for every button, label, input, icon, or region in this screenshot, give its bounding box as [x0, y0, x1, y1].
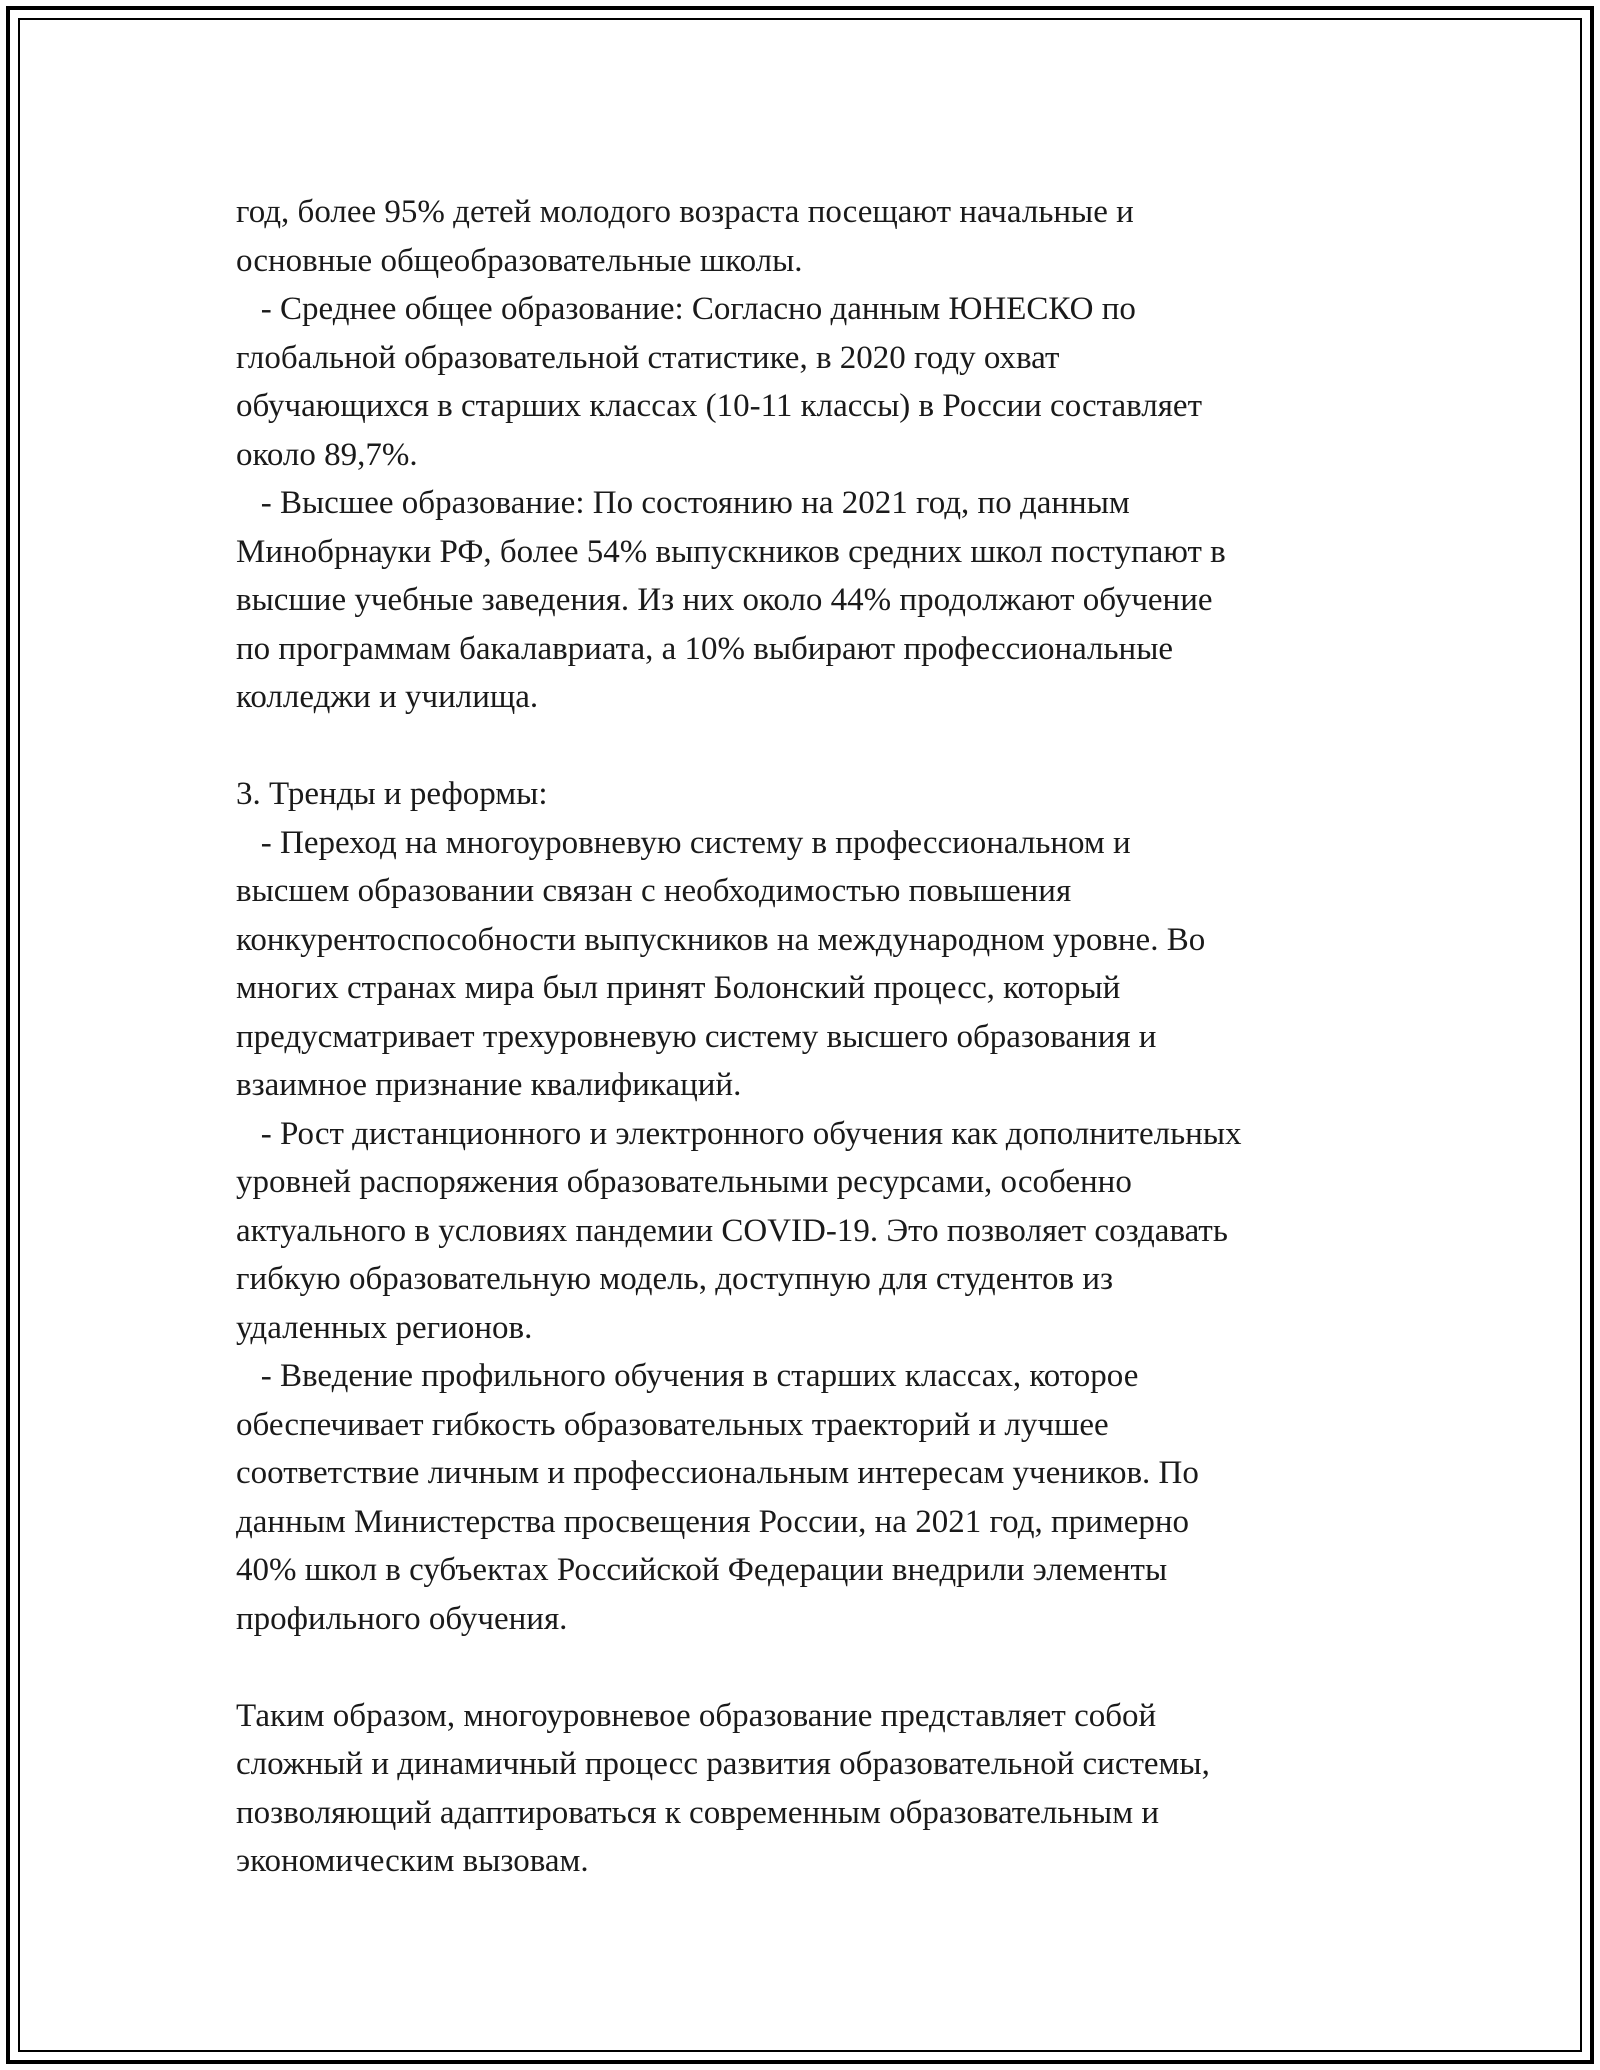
- text-line: конкурентоспособности выпускников на международном уровне. Во: [236, 921, 1206, 958]
- text-line: по программам бакалавриата, а 10% выбирают профессиональные: [236, 630, 1174, 667]
- text-line: - Введение профильного обучения в старших классах, которое: [236, 1358, 1139, 1394]
- blank-line: [236, 1643, 1376, 1692]
- text-line: актуального в условиях пандемии COVID-19. Это позволяет создавать: [236, 1212, 1228, 1249]
- text-line: около 89,7%.: [236, 436, 418, 473]
- text-line: уровней распоряжения образовательными ресурсами, особенно: [236, 1164, 1132, 1200]
- text-line: гибкую образовательную модель, доступную для студентов из: [236, 1261, 1114, 1297]
- text-line: - Рост дистанционного и электронного обучения как дополнительных: [236, 1115, 1242, 1152]
- text-line: предусматривает трехуровневую систему высшего образования и: [236, 1018, 1157, 1055]
- document-body: [236, 188, 1376, 1886]
- text-line: обеспечивает гибкость образовательных траекторий и лучшее: [236, 1406, 1109, 1443]
- text-line: высшие учебные заведения. Из них около 44% продолжают обучение: [236, 582, 1213, 618]
- section-heading: 3. Тренды и реформы:: [236, 776, 548, 812]
- text-line: колледжи и училища.: [236, 679, 539, 715]
- text-line: удаленных регионов.: [236, 1309, 533, 1346]
- text-line: 40% школ в субъектах Российской Федерации внедрили элементы: [236, 1552, 1168, 1588]
- text-line: данным Министерства просвещения России, на 2021 год, примерно: [236, 1503, 1190, 1540]
- text-line: многих странах мира был принят Болонский процесс, который: [236, 970, 1121, 1006]
- text-line: экономическим вызовам.: [236, 1843, 589, 1879]
- text-line: сложный и динамичный процесс развития образовательной системы,: [236, 1746, 1210, 1782]
- text-line: - Высшее образование: По состоянию на 2021 год, по данным: [236, 485, 1130, 521]
- text-line: взаимное признание квалификаций.: [236, 1067, 742, 1103]
- text-line: профильного обучения.: [236, 1600, 568, 1637]
- text-line: Минобрнауки РФ, более 54% выпускников средних школ поступают в: [236, 533, 1226, 570]
- blank-line: [236, 722, 1376, 771]
- text-line: год, более 95% детей молодого возраста посещают начальные и: [236, 194, 1134, 230]
- text-line: - Переход на многоуровневую систему в профессиональном и: [236, 824, 1131, 861]
- text-line: глобальной образовательной статистике, в 2020 году охват: [236, 339, 1060, 376]
- text-line: основные общеобразовательные школы.: [236, 242, 803, 279]
- text-line: соответствие личным и профессиональным интересам учеников. По: [236, 1455, 1199, 1491]
- text-line: высшем образовании связан с необходимостью повышения: [236, 873, 1072, 909]
- text-line: - Среднее общее образование: Согласно данным ЮНЕСКО по: [236, 291, 1136, 327]
- text-line: позволяющий адаптироваться к современным образовательным и: [236, 1794, 1160, 1831]
- text-line: обучающихся в старших классах (10-11 классы) в России составляет: [236, 388, 1202, 424]
- text-line: Таким образом, многоуровневое образование представляет собой: [236, 1697, 1157, 1734]
